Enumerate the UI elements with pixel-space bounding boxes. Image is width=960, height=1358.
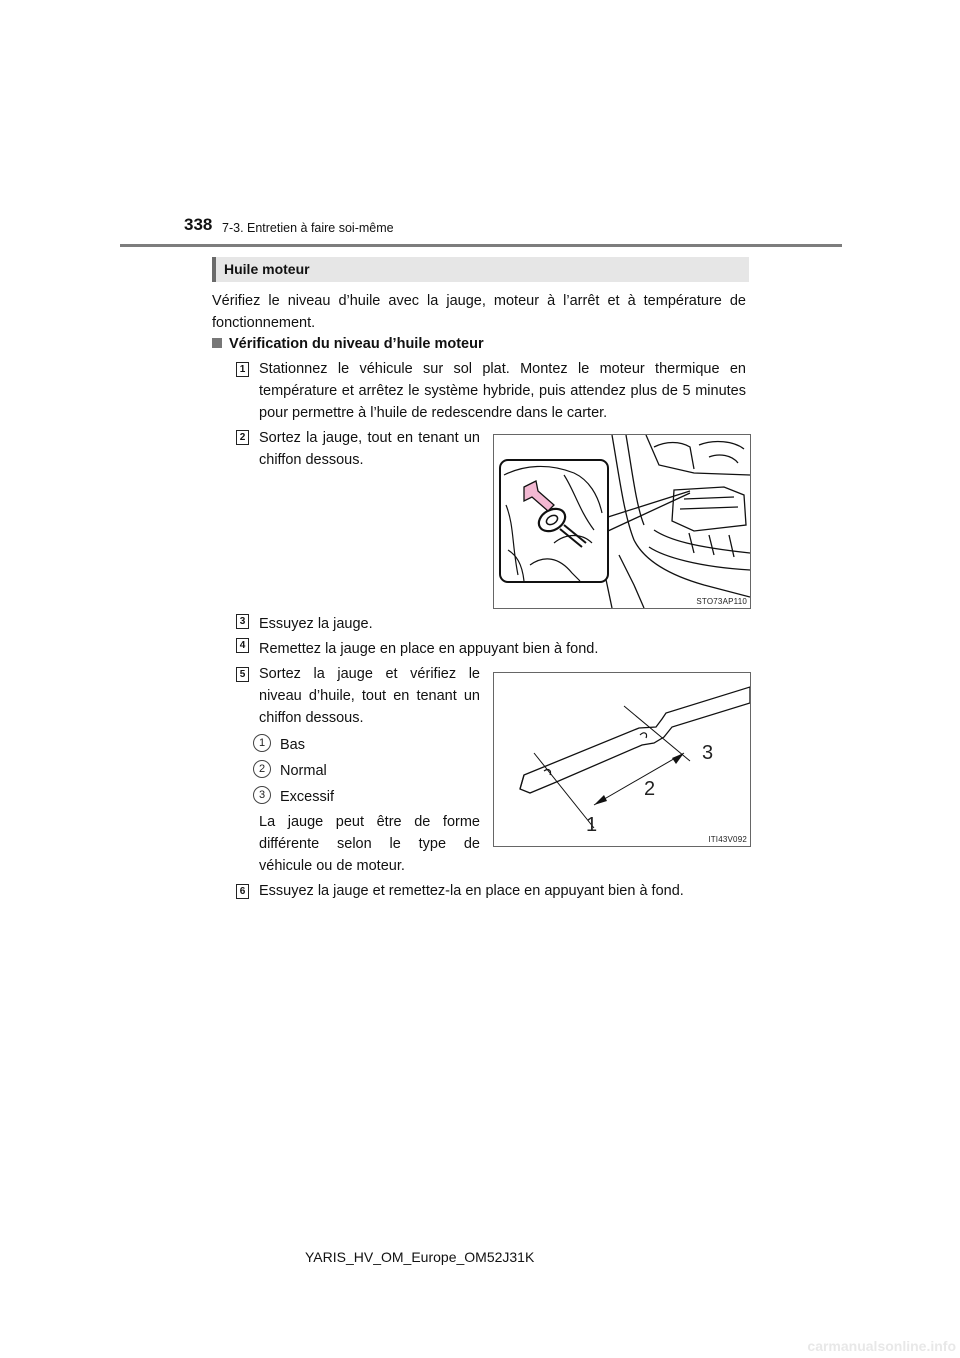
figure-code: ITI43V092 <box>708 835 747 844</box>
section-accent <box>212 257 216 282</box>
square-bullet-icon <box>212 338 222 348</box>
figure-code: STO73AP110 <box>696 597 747 606</box>
level-callout-3: 3 <box>702 742 714 764</box>
engine-dipstick-figure <box>493 434 751 609</box>
step-number-5: 5 <box>236 667 249 682</box>
chapter-title: 7-3. Entretien à faire soi-même <box>222 221 394 235</box>
step-number-4: 4 <box>236 638 249 653</box>
level-number-1: 1 <box>253 734 271 752</box>
page-number: 338 <box>184 215 213 234</box>
level-label-1: Bas <box>280 737 305 753</box>
subheading-text: Vérification du niveau d’huile moteur <box>229 336 484 352</box>
level-callout-2: 2 <box>644 778 656 800</box>
level-number-2: 2 <box>253 760 271 778</box>
step-number-1: 1 <box>236 362 249 377</box>
step-2-text: Sortez la jauge, tout en tenant un chiffon dessous. <box>259 430 480 468</box>
level-label-2: Normal <box>280 763 327 779</box>
dipstick-illustration <box>494 673 750 846</box>
footer-code: YARIS_HV_OM_Europe_OM52J31K <box>305 1249 535 1265</box>
step-number-3: 3 <box>236 614 249 629</box>
subheading <box>212 336 484 352</box>
intro-paragraph: Vérifiez le niveau d’huile avec la jauge, moteur à l’arrêt et à température de fonctionnement. <box>212 293 746 331</box>
step-number-6: 6 <box>236 884 249 899</box>
header-rule <box>120 244 842 247</box>
section-title: Huile moteur <box>224 261 310 277</box>
step-5-text: Sortez la jauge et vérifiez le niveau d’huile, tout en tenant un chiffon dessous. <box>259 666 480 726</box>
dipstick-level-figure <box>493 672 751 847</box>
watermark: carmanualsonline.info <box>807 1338 956 1354</box>
step-4-text: Remettez la jauge en place en appuyant bien à fond. <box>259 641 599 657</box>
section-title-bar <box>212 257 749 282</box>
level-callout-1: 1 <box>586 814 598 836</box>
step-number-2: 2 <box>236 430 249 445</box>
step-1-text: Stationnez le véhicule sur sol plat. Montez le moteur thermique en température et arrêtez le système hybride, puis attendez plus de 5 minutes pour permettre à l’huile de redescendre dans le carter. <box>259 361 746 421</box>
level-label-3: Excessif <box>280 789 334 805</box>
level-number-3: 3 <box>253 786 271 804</box>
note-text: La jauge peut être de forme différente selon le type de véhicule ou de moteur. <box>259 814 480 874</box>
engine-bay-illustration <box>494 435 750 608</box>
step-6-text: Essuyez la jauge et remettez-la en place en appuyant bien à fond. <box>259 883 684 899</box>
step-3-text: Essuyez la jauge. <box>259 616 373 632</box>
